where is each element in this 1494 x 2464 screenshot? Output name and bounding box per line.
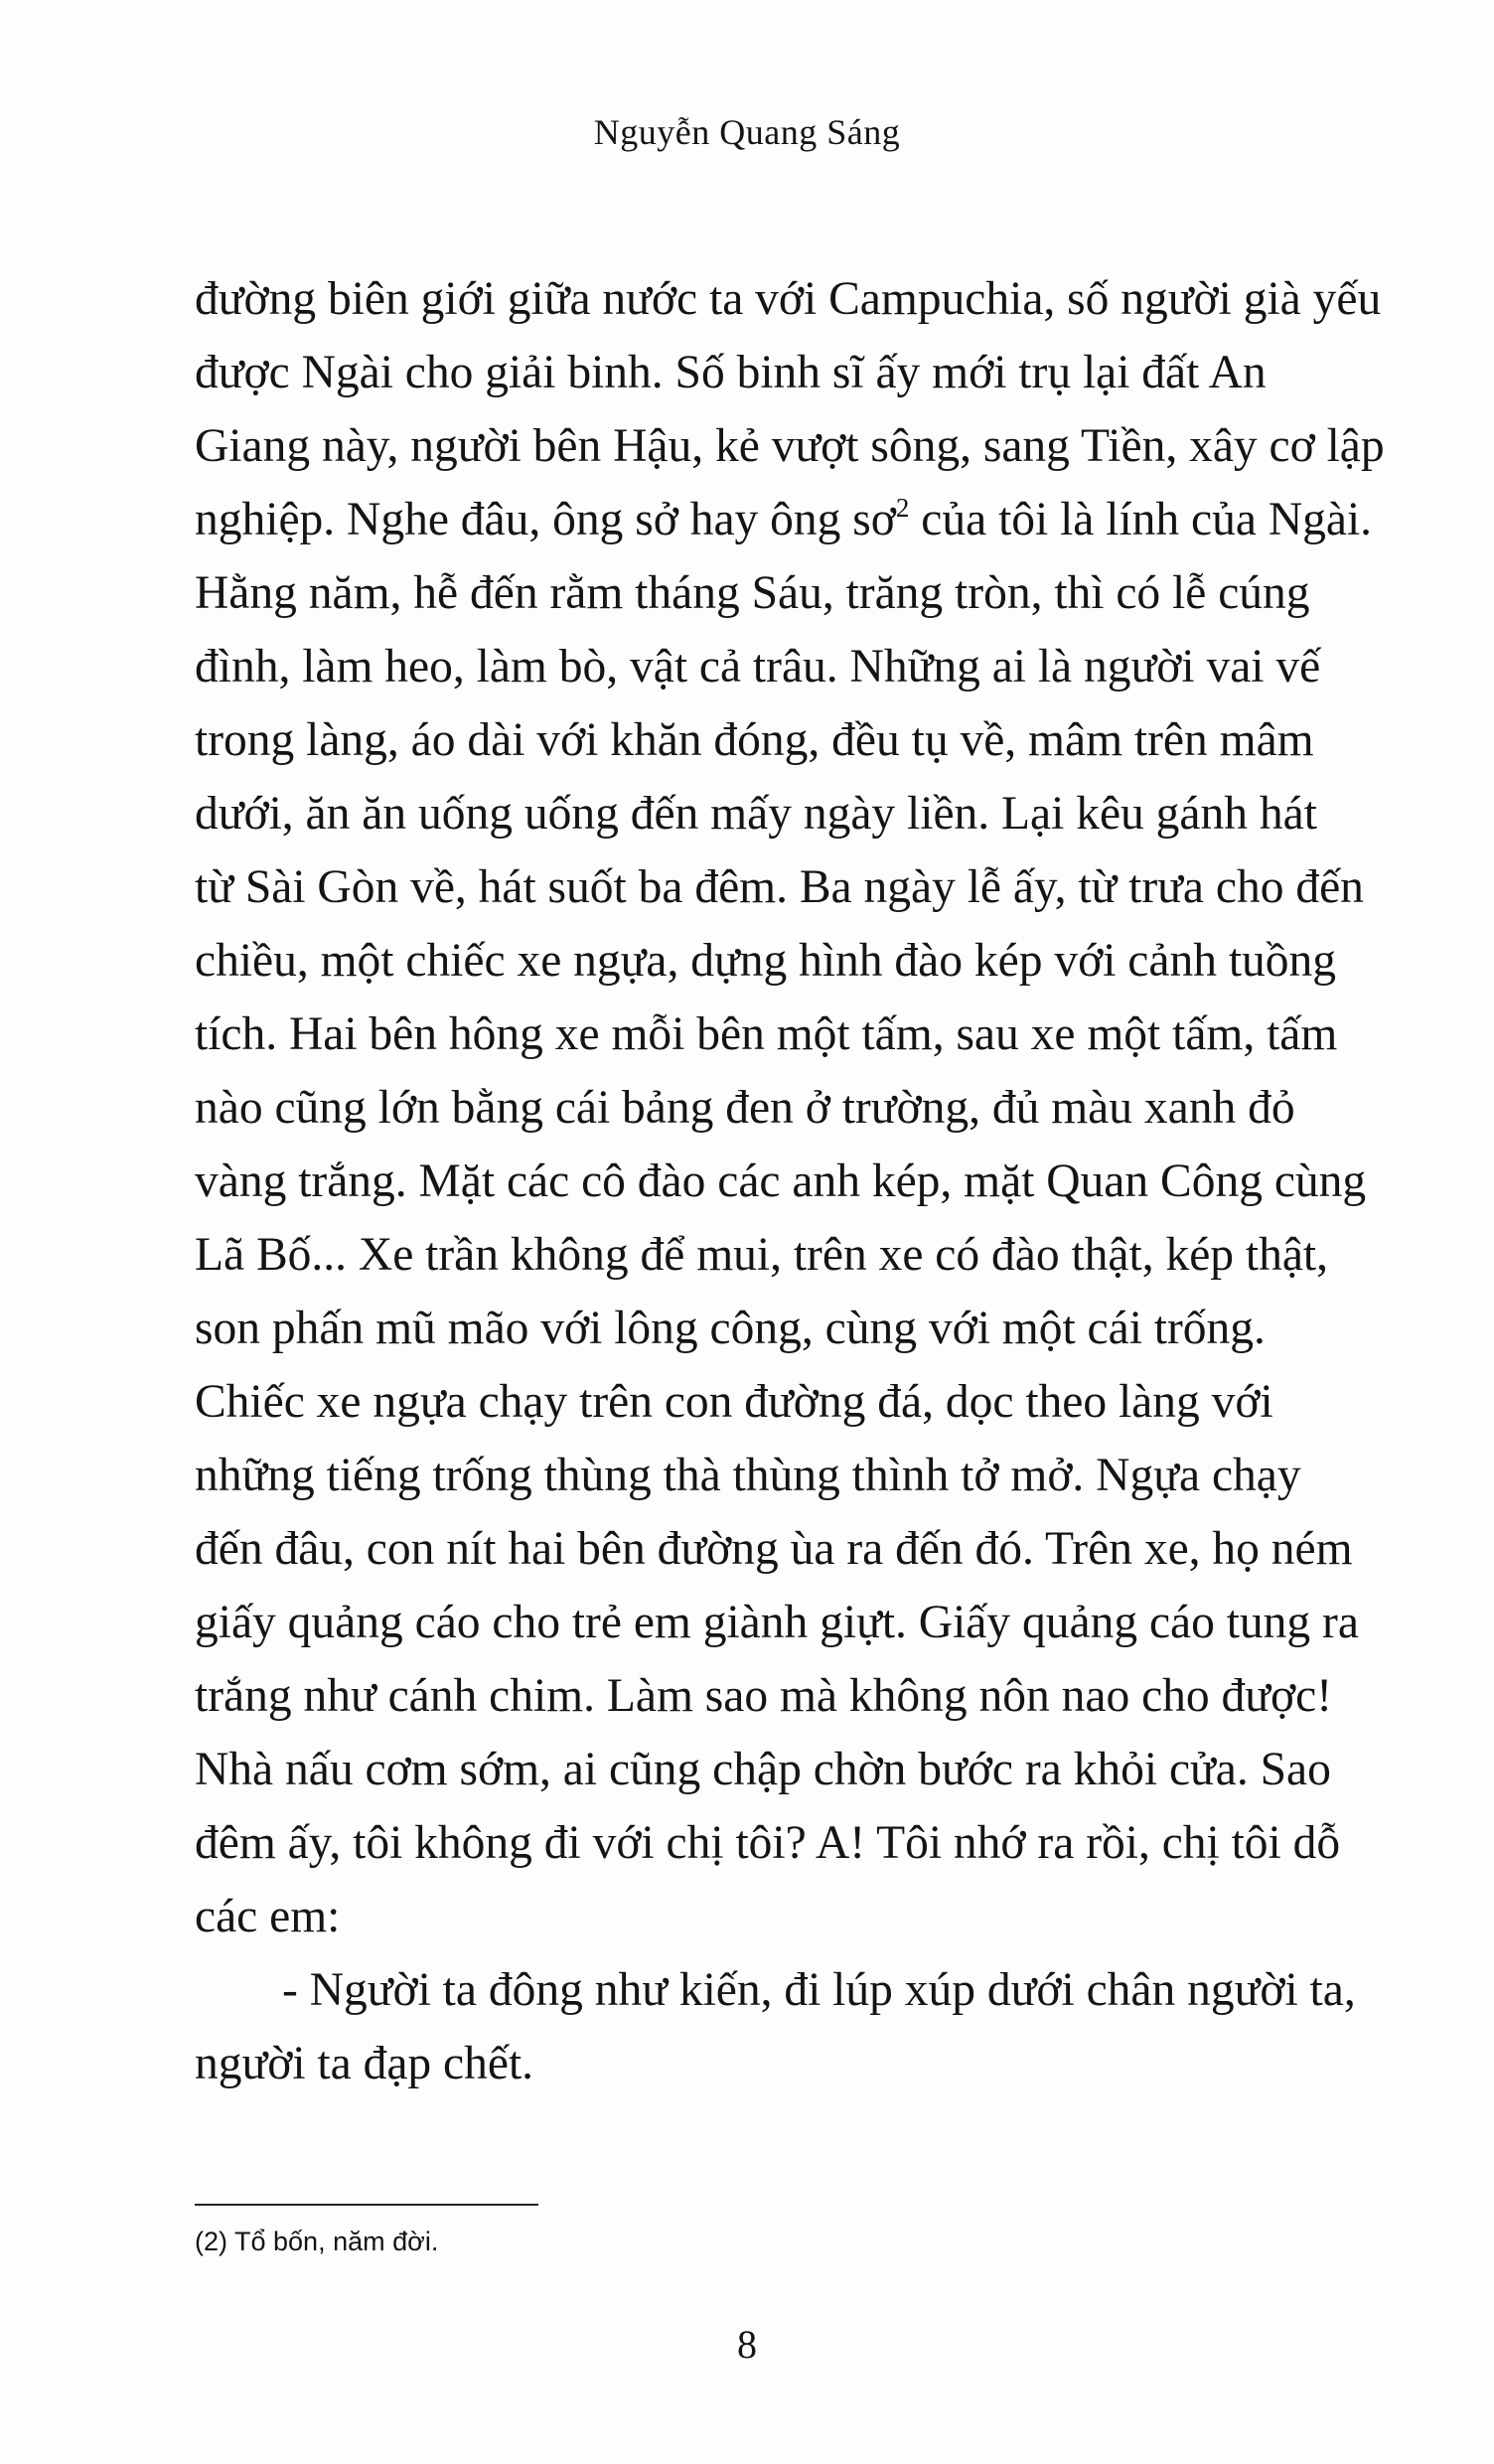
footnote-divider <box>195 2204 538 2206</box>
running-header-author: Nguyễn Quang Sáng <box>593 112 901 152</box>
text-line: dưới, ăn ăn uống uống đến mấy ngày liền. Lại kêu gánh hát <box>195 788 1317 840</box>
dialogue-line: - Người ta đông như kiến, đi lúp xúp dưới chân người ta, <box>282 1964 1356 2016</box>
text-line: Chiếc xe ngựa chạy trên con đường đá, dọc theo làng với <box>195 1376 1273 1428</box>
text-line: đình, làm heo, làm bò, vật cả trâu. Những ai là người vai vế <box>195 641 1321 693</box>
text-line: từ Sài Gòn về, hát suốt ba đêm. Ba ngày lễ ấy, từ trưa cho đến <box>195 861 1364 913</box>
footnote: (2) Tổ bốn, năm đời. <box>195 2227 439 2256</box>
text-line: những tiếng trống thùng thà thùng thình tở mở. Ngựa chạy <box>195 1450 1301 1501</box>
text-line: Giang này, người bên Hậu, kẻ vượt sông, sang Tiền, xây cơ lập <box>195 420 1385 472</box>
text-line: trắng như cánh chim. Làm sao mà không nôn nao cho được! <box>195 1670 1333 1722</box>
text-line: Hằng năm, hễ đến rằm tháng Sáu, trăng tròn, thì có lễ cúng <box>195 567 1310 619</box>
text-line: Nhà nấu cơm sớm, ai cũng chập chờn bước ra khỏi cửa. Sao <box>195 1744 1331 1795</box>
text-line: được Ngài cho giải binh. Số binh sĩ ấy mới trụ lại đất An <box>195 347 1267 398</box>
text-line: son phấn mũ mão với lông công, cùng với một cái trống. <box>195 1303 1266 1354</box>
footnote-reference: 2 <box>895 493 910 523</box>
text-line: tích. Hai bên hông xe mỗi bên một tấm, sau xe một tấm, tấm <box>195 1008 1338 1060</box>
text-line: đường biên giới giữa nước ta với Campuchia, số người già yếu <box>195 273 1382 325</box>
text-line: đến đâu, con nít hai bên đường ùa ra đến đó. Trên xe, họ ném <box>195 1523 1353 1575</box>
body-text <box>195 262 1430 2100</box>
text-segment: nghiệp. Nghe đâu, ông sở hay ông sơ <box>195 494 896 545</box>
text-line: nào cũng lớn bằng cái bảng đen ở trường, đủ màu xanh đỏ <box>195 1082 1295 1134</box>
text-line: Lã Bố... Xe trần không để mui, trên xe có đào thật, kép thật, <box>195 1229 1328 1281</box>
text-line: chiều, một chiếc xe ngựa, dựng hình đào kép với cảnh tuồng <box>195 935 1337 987</box>
text-line: vàng trắng. Mặt các cô đào các anh kép, mặt Quan Công cùng <box>195 1155 1367 1207</box>
text-segment: của tôi là lính của Ngài. <box>909 494 1373 545</box>
text-line: các em: <box>195 1891 341 1942</box>
text-line: người ta đạp chết. <box>195 2038 534 2089</box>
text-line: trong làng, áo dài với khăn đóng, đều tụ về, mâm trên mâm <box>195 714 1314 766</box>
text-line: giấy quảng cáo cho trẻ em giành giựt. Giấy quảng cáo tung ra <box>195 1597 1359 1648</box>
page-number: 8 <box>737 2322 757 2367</box>
text-line-with-footnote-ref <box>195 483 1430 556</box>
text-line: đêm ấy, tôi không đi với chị tôi? A! Tôi nhớ ra rồi, chị tôi dỗ <box>195 1817 1341 1869</box>
